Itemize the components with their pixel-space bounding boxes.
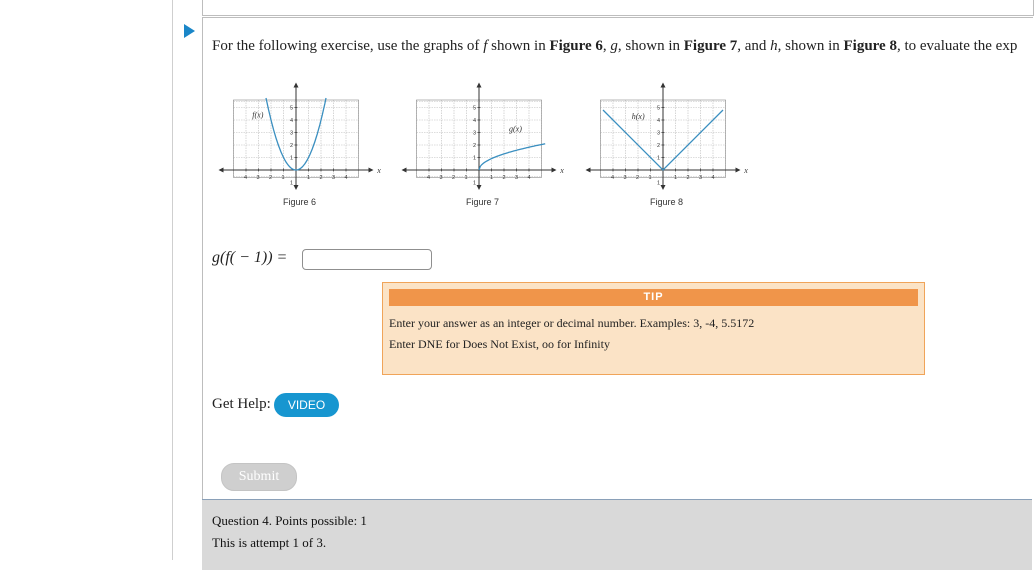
graph-svg xyxy=(405,78,564,213)
figure-6-graph xyxy=(222,78,381,213)
tick-label: 1 xyxy=(290,155,294,162)
tick-label: 2 xyxy=(290,143,294,149)
attempt-text: This is attempt 1 of 3. xyxy=(212,535,327,550)
left-divider xyxy=(172,0,173,560)
figure-6-caption: Figure 6 xyxy=(283,197,317,207)
tick-label: 2 xyxy=(686,175,690,181)
tick-label: 4 xyxy=(611,175,615,181)
tick-label: 4 xyxy=(473,118,477,124)
y-axis-arrow xyxy=(477,83,482,88)
tick-label: 4 xyxy=(711,175,715,181)
tick-label: 3 xyxy=(623,175,627,181)
tick-label: 2 xyxy=(319,175,323,181)
question-prompt: For the following exercise, use the graphs of f shown in Figure 6, g, shown in Figure 7, and h, shown in Figure 8, to evaluate the exp xyxy=(212,38,1018,54)
tick-label: 3 xyxy=(657,130,661,137)
answer-input[interactable] xyxy=(302,249,432,270)
tick-label: 5 xyxy=(290,105,294,112)
figure-7-graph xyxy=(405,78,564,213)
tick-label: 3 xyxy=(699,175,703,181)
tick-label: 2 xyxy=(636,175,640,181)
y-axis-arrow xyxy=(294,185,299,190)
tick-label: 3 xyxy=(473,130,477,137)
tick-label: 2 xyxy=(269,175,273,181)
tick-label: 5 xyxy=(657,105,661,112)
y-axis-arrow xyxy=(661,185,666,190)
x-axis-label: x xyxy=(560,166,564,175)
tick-label: 2 xyxy=(473,143,477,149)
tick-label: 3 xyxy=(515,175,519,181)
video-button[interactable]: VIDEO xyxy=(274,393,339,417)
tick-label: 1 xyxy=(473,155,477,162)
tick-label: 4 xyxy=(344,175,348,181)
curve-label: f(x) xyxy=(252,110,264,120)
points-possible-text: Question 4. Points possible: 1 xyxy=(212,513,367,528)
x-axis-arrow xyxy=(552,168,557,173)
tick-label: 4 xyxy=(290,118,294,124)
play-arrow-icon[interactable] xyxy=(184,24,195,38)
tick-label: 4 xyxy=(527,175,531,181)
graph-svg xyxy=(589,78,748,213)
tick-label: 4 xyxy=(244,175,248,181)
tip-header: TIP xyxy=(389,289,918,306)
tick-label: 4 xyxy=(657,118,661,124)
tick-label: 1 xyxy=(281,175,285,181)
tick-label: 1 xyxy=(464,175,468,181)
tick-label: 1 xyxy=(490,175,494,181)
submit-button[interactable]: Submit xyxy=(221,463,297,491)
get-help-label: Get Help: xyxy=(212,396,271,412)
y-axis-arrow xyxy=(477,185,482,190)
expression-label: g(f( − 1)) = xyxy=(212,249,288,266)
tick-label: 1 xyxy=(307,175,311,181)
question-status-bar xyxy=(202,499,1032,570)
tick-label: 3 xyxy=(439,175,443,181)
tick-label: 1 xyxy=(473,180,477,187)
x-axis-label: x xyxy=(744,166,748,175)
tip-line-1: Enter your answer as an integer or decimal number. Examples: 3, -4, 5.5172 xyxy=(389,316,755,330)
figure-8-caption: Figure 8 xyxy=(650,197,684,207)
tick-label: 3 xyxy=(256,175,260,181)
tick-label: 1 xyxy=(657,180,661,187)
previous-question-panel xyxy=(202,0,1034,16)
figure-8-graph xyxy=(589,78,748,213)
tick-label: 1 xyxy=(648,175,652,181)
y-axis-arrow xyxy=(661,83,666,88)
tick-label: 1 xyxy=(290,180,294,187)
tip-box xyxy=(382,282,925,375)
tick-label: 2 xyxy=(657,143,661,149)
function-curve xyxy=(479,144,545,170)
curve-label: g(x) xyxy=(509,124,522,134)
graph-svg xyxy=(222,78,381,213)
tick-label: 4 xyxy=(427,175,431,181)
tick-label: 2 xyxy=(502,175,506,181)
figure-7-caption: Figure 7 xyxy=(466,197,500,207)
tick-label: 2 xyxy=(452,175,456,181)
curve-label: h(x) xyxy=(631,111,645,121)
tick-label: 1 xyxy=(657,155,661,162)
tick-label: 3 xyxy=(332,175,336,181)
x-axis-arrow xyxy=(736,168,741,173)
tip-line-2: Enter DNE for Does Not Exist, oo for Infinity xyxy=(389,337,610,351)
x-axis-arrow xyxy=(369,168,374,173)
tick-label: 5 xyxy=(473,105,477,112)
x-axis-label: x xyxy=(377,166,381,175)
tick-label: 1 xyxy=(674,175,678,181)
y-axis-arrow xyxy=(294,83,299,88)
tick-label: 3 xyxy=(290,130,294,137)
